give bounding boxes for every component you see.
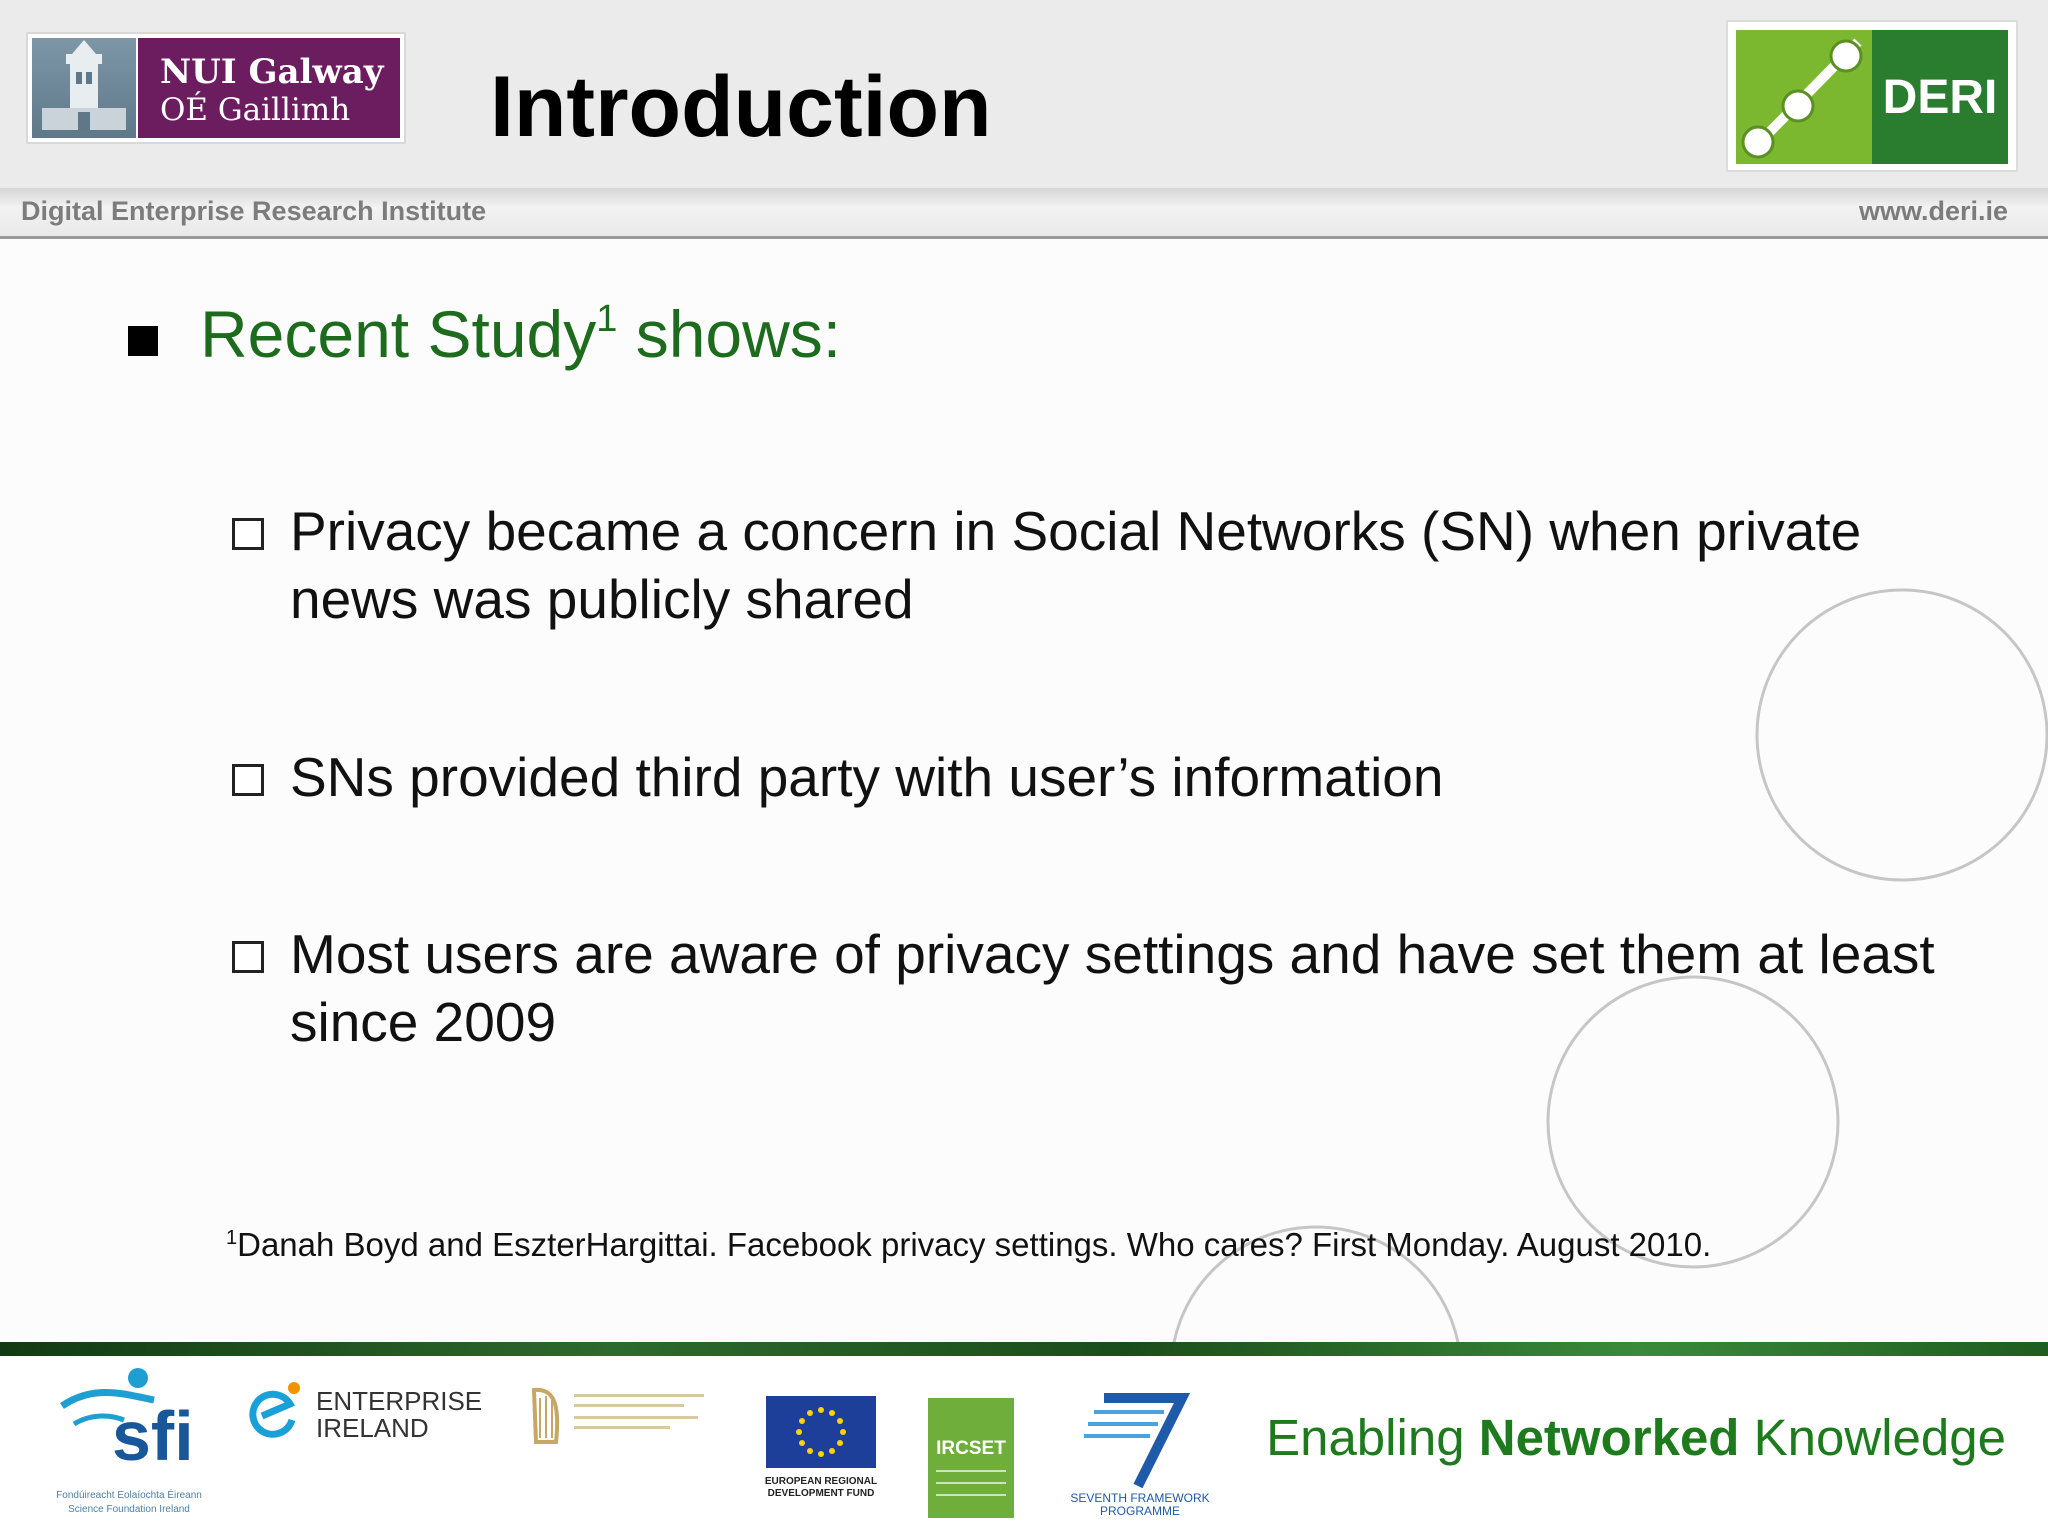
institute-name: Digital Enterprise Research Institute <box>21 196 487 226</box>
sub-bullet-box-icon <box>232 518 264 550</box>
irish-government-logo <box>526 1384 710 1448</box>
fp7-seven-icon <box>1064 1392 1216 1488</box>
deco-circle-1 <box>1757 590 2047 880</box>
bullet-item-2: SNs provided third party with user’s information <box>290 746 1444 808</box>
sub-bullet-box-icon <box>232 764 264 796</box>
heading-tail-text: shows: <box>617 297 842 371</box>
deri-logo-text: DERI <box>1872 30 2008 164</box>
bullet-item-3: Most users are aware of privacy settings and have set them at least since 2009 <box>290 923 1935 1053</box>
website-url: www.deri.ie <box>1858 196 2008 226</box>
nui-logo-line2: OÉ Gaillimh <box>160 92 351 128</box>
erdf-logo <box>766 1396 878 1506</box>
footnote-marker: 1 <box>226 1227 238 1249</box>
ircset-logo <box>928 1398 1014 1518</box>
enterprise-line1: ENTERPRISE <box>316 1386 483 1416</box>
eu-flag-icon <box>766 1396 876 1468</box>
ircset-text: IRCSET <box>936 1438 1006 1459</box>
tagline-bold: Networked <box>1478 1409 1740 1466</box>
slide-title: Introduction <box>490 59 992 155</box>
tagline-pre: Enabling <box>1266 1409 1479 1466</box>
main-heading <box>200 298 841 371</box>
enterprise-ireland-text <box>316 1388 482 1443</box>
footnote-text: Danah Boyd and EszterHargittai. Facebook privacy settings. Who cares? First Monday. August 2010. <box>237 1226 1712 1263</box>
tagline <box>1266 1408 2006 1467</box>
erdf-line2: DEVELOPMENT FUND <box>767 1488 875 1499</box>
sub-bullet-box-icon <box>232 941 264 973</box>
tagline-post: Knowledge <box>1739 1409 2006 1466</box>
heading-main-text: Recent Study <box>200 297 597 371</box>
bullet-item-1: Privacy became a concern in Social Networks (SN) when private news was publicly shared <box>290 500 1862 630</box>
harp-icon <box>526 1384 566 1448</box>
enterprise-ireland-logo <box>246 1380 483 1450</box>
enterprise-line2: IRELAND <box>316 1413 429 1444</box>
erdf-line1: EUROPEAN REGIONAL <box>764 1476 878 1487</box>
footer-strip <box>0 1342 2048 1356</box>
footnote <box>226 1226 1711 1264</box>
heading-footnote-marker: 1 <box>596 298 618 340</box>
sfi-caption-2: Science Foundation Ireland <box>68 1504 190 1515</box>
enterprise-ireland-e-icon <box>246 1380 302 1442</box>
sfi-caption-1: Fondúireacht Eolaíochta Éireann <box>56 1490 202 1501</box>
sfi-text: sfi <box>112 1397 194 1475</box>
sfi-logo <box>54 1364 204 1524</box>
main-bullet-square-icon <box>128 326 158 356</box>
nui-logo-line1: NUI Galway <box>160 52 384 92</box>
fp7-line2: PROGRAMME <box>1099 1504 1180 1518</box>
fp7-line1: SEVENTH FRAMEWORK <box>1070 1491 1210 1505</box>
fp7-logo <box>1064 1392 1216 1520</box>
